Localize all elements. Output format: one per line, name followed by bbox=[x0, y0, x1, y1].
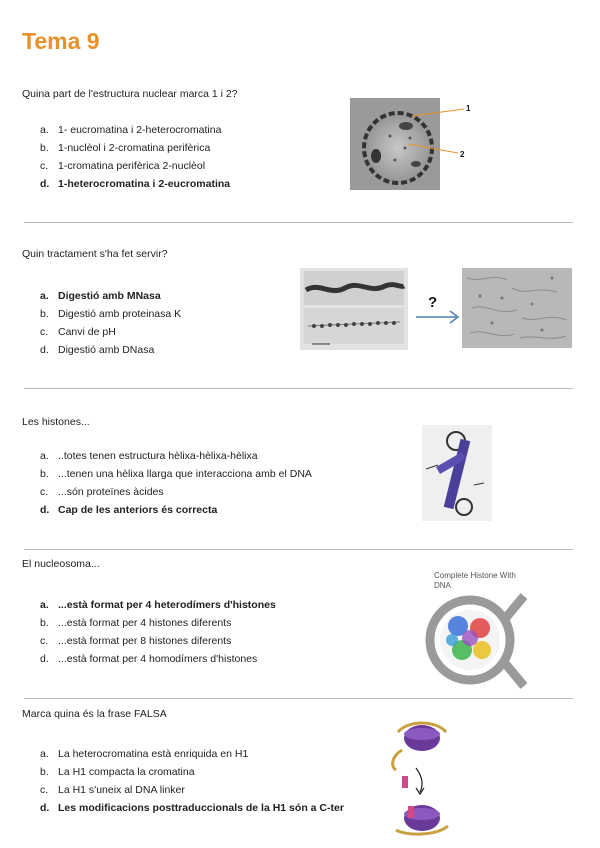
option-text: ..totes tenen estructura hèlixa-hèlixa-hèlixa bbox=[58, 450, 258, 462]
option-letter: c. bbox=[40, 160, 49, 172]
option-5a[interactable] bbox=[40, 745, 344, 763]
histone-fold-diagram bbox=[422, 425, 492, 521]
option-letter: c. bbox=[40, 784, 49, 796]
option-4b[interactable] bbox=[40, 614, 276, 632]
separator bbox=[24, 698, 573, 699]
option-letter: d. bbox=[40, 653, 49, 665]
nucleosome-caption-line-2: DNA bbox=[434, 581, 451, 590]
separator bbox=[24, 222, 573, 223]
digested-chromatin-micrograph bbox=[462, 268, 572, 348]
option-text: Les modificacions posttraduccionals de la H1 són a C-ter bbox=[58, 802, 344, 814]
option-letter: d. bbox=[40, 504, 50, 516]
option-letter: a. bbox=[40, 748, 49, 760]
question-4-options bbox=[40, 596, 276, 668]
option-letter: a. bbox=[40, 290, 49, 302]
option-text: ...està format per 4 homodímers d'histones bbox=[58, 653, 258, 665]
option-text: ...està format per 4 heterodímers d'histones bbox=[58, 599, 276, 611]
option-letter: c. bbox=[40, 326, 49, 338]
option-4d[interactable] bbox=[40, 650, 276, 668]
option-text: ...són proteïnes àcides bbox=[58, 486, 164, 498]
option-text: 1-cromatina perifèrica 2-nuclèol bbox=[58, 160, 206, 172]
separator bbox=[24, 549, 573, 550]
option-text: 1-nuclèol i 2-cromatina perifèrica bbox=[58, 142, 211, 154]
question-5-prompt: Marca quina és la frase FALSA bbox=[22, 708, 167, 720]
option-text: Digestió amb MNasa bbox=[58, 290, 161, 302]
figure-label-1: 1 bbox=[466, 104, 471, 113]
option-letter: c. bbox=[40, 486, 49, 498]
option-letter: d. bbox=[40, 178, 50, 190]
nucleosome-structure-diagram bbox=[418, 590, 528, 690]
question-2-options bbox=[40, 287, 181, 359]
question-2-prompt: Quin tractament s'ha fet servir? bbox=[22, 248, 168, 260]
option-text: Cap de les anteriors és correcta bbox=[58, 504, 218, 516]
option-3c[interactable] bbox=[40, 483, 312, 501]
option-letter: d. bbox=[40, 344, 49, 356]
arrow-icon bbox=[414, 308, 464, 326]
option-3a[interactable] bbox=[40, 447, 312, 465]
option-1d[interactable] bbox=[40, 175, 230, 193]
option-3d[interactable] bbox=[40, 501, 312, 519]
option-1c[interactable] bbox=[40, 157, 230, 175]
option-text: ...està format per 8 histones diferents bbox=[58, 635, 232, 647]
option-letter: b. bbox=[40, 308, 49, 320]
option-2b[interactable] bbox=[40, 305, 181, 323]
question-1-prompt: Quina part de l'estructura nuclear marca 1 i 2? bbox=[22, 88, 238, 100]
option-text: Canvi de pH bbox=[58, 326, 116, 338]
separator bbox=[24, 388, 573, 389]
option-letter: a. bbox=[40, 450, 49, 462]
option-text: La H1 s'uneix al DNA linker bbox=[58, 784, 185, 796]
option-2a[interactable] bbox=[40, 287, 181, 305]
option-text: ...està format per 4 histones diferents bbox=[58, 617, 232, 629]
option-1b[interactable] bbox=[40, 139, 230, 157]
option-4a[interactable] bbox=[40, 596, 276, 614]
option-letter: b. bbox=[40, 468, 49, 480]
option-5b[interactable] bbox=[40, 763, 344, 781]
option-text: Digestió amb proteinasa K bbox=[58, 308, 182, 320]
option-letter: c. bbox=[40, 635, 49, 647]
figure-label-2: 2 bbox=[460, 150, 465, 159]
option-1a[interactable] bbox=[40, 121, 230, 139]
option-5d[interactable] bbox=[40, 799, 344, 817]
option-letter: d. bbox=[40, 802, 50, 814]
question-3-options bbox=[40, 447, 312, 519]
option-text: 1-heterocromatina i 2-eucromatina bbox=[58, 178, 231, 190]
option-text: Digestió amb DNasa bbox=[58, 344, 155, 356]
option-letter: a. bbox=[40, 599, 49, 611]
nucleosome-caption-line-1: Complete Histone With bbox=[434, 571, 516, 580]
option-3b[interactable] bbox=[40, 465, 312, 483]
option-4c[interactable] bbox=[40, 632, 276, 650]
question-4-prompt: El nucleosoma... bbox=[22, 558, 100, 570]
question-1-options bbox=[40, 121, 230, 193]
question-5-options bbox=[40, 745, 344, 817]
option-letter: b. bbox=[40, 766, 49, 778]
option-letter: b. bbox=[40, 617, 49, 629]
option-text: La heterocromatina està enriquida en H1 bbox=[58, 748, 249, 760]
option-text: 1- eucromatina i 2-heterocromatina bbox=[58, 124, 222, 136]
option-2d[interactable] bbox=[40, 341, 181, 359]
question-mark: ? bbox=[428, 294, 438, 311]
option-letter: b. bbox=[40, 142, 49, 154]
option-letter: a. bbox=[40, 124, 49, 136]
option-5c[interactable] bbox=[40, 781, 344, 799]
h1-binding-diagram bbox=[388, 710, 454, 838]
option-text: La H1 compacta la cromatina bbox=[58, 766, 195, 778]
page-title: Tema 9 bbox=[22, 28, 100, 54]
option-text: ...tenen una hèlixa llarga que interacciona amb el DNA bbox=[58, 468, 312, 480]
chromatin-fiber-micrograph bbox=[300, 268, 408, 350]
option-2c[interactable] bbox=[40, 323, 181, 341]
question-3-prompt: Les histones... bbox=[22, 416, 90, 428]
